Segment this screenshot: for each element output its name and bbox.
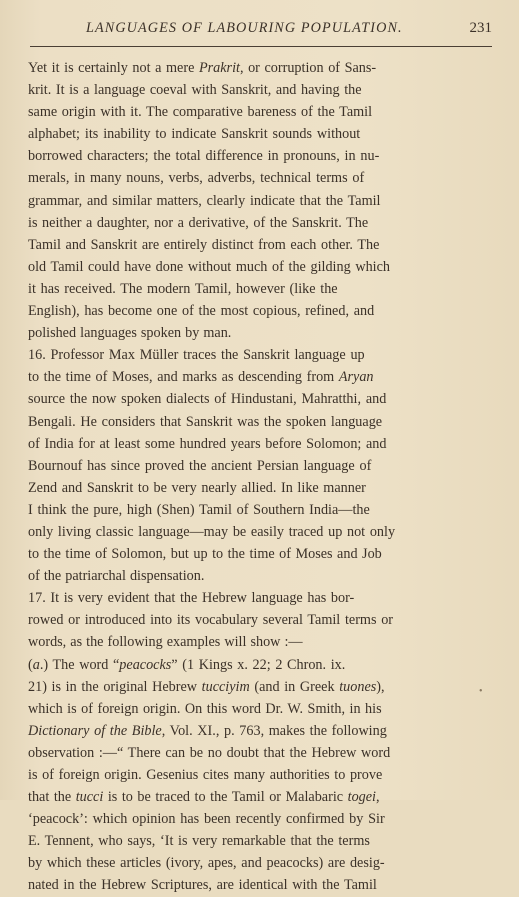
- text-run: Bengali. He considers that Sanskrit was the spoken language: [28, 413, 383, 430]
- running-head: [28, 20, 498, 42]
- text-run: source the now spoken dialects of Hindustani, Mahratthi, and: [28, 391, 387, 408]
- text-run: ,: [376, 789, 380, 806]
- text-line: [28, 123, 460, 145]
- text-run: 16. Professor Max Müller traces the Sanskrit language up: [28, 347, 365, 364]
- text-run: nated in the Hebrew Scriptures, are identical with the Tamil: [28, 877, 377, 894]
- text-run: is neither a daughter, nor a derivative, of the Sanskrit. The: [28, 214, 369, 231]
- text-run: rowed or introduced into its vocabulary several Tamil terms or: [28, 612, 394, 629]
- text-line: [28, 874, 460, 896]
- text-line: [28, 543, 460, 565]
- text-line: [28, 300, 460, 322]
- text-run: Zend and Sanskrit to be very nearly allied. In like manner: [28, 479, 366, 496]
- text-line: [28, 720, 460, 742]
- italic-text: tucci: [75, 789, 104, 806]
- text-line: [28, 455, 460, 477]
- italic-text: Prakrit: [198, 60, 240, 76]
- margin-mark: •: [479, 686, 483, 697]
- text-run: which is of foreign origin. On this word Dr. W. Smith, in his: [28, 700, 382, 717]
- text-run: words, as the following examples will show :—: [28, 634, 303, 651]
- italic-text: peacocks: [119, 656, 172, 673]
- text-run: krit. It is a language coeval with Sanskrit, and having the: [28, 82, 362, 99]
- text-line: [28, 852, 460, 874]
- text-run: I think the pure, high (Shen) Tamil of Southern India—the: [28, 501, 370, 518]
- text-line: [28, 433, 460, 455]
- text-run: Bournouf has since proved the ancient Persian language of: [28, 457, 372, 474]
- text-run: ‘peacock’: which opinion has been recently confirmed by Sir: [28, 811, 385, 828]
- text-line: [28, 212, 460, 234]
- text-line: [28, 344, 460, 366]
- text-run: to the time of Solomon, but up to the time of Moses and Job: [28, 546, 382, 563]
- italic-text: tuones: [339, 678, 377, 695]
- text-line: [28, 742, 460, 764]
- text-line: [28, 654, 460, 676]
- text-run: it has received. The modern Tamil, however (like the: [28, 280, 338, 297]
- text-line: [28, 676, 460, 698]
- italic-text: togei: [347, 789, 376, 806]
- italic-text: tucciyim: [201, 678, 250, 695]
- text-run: merals, in many nouns, verbs, adverbs, technical terms of: [28, 170, 365, 187]
- text-line: [28, 145, 460, 167]
- text-run: that the: [28, 789, 76, 806]
- text-run: by which these articles (ivory, apes, and peacocks) are desig-: [28, 855, 385, 872]
- text-line: [28, 808, 460, 830]
- text-line: [28, 57, 460, 79]
- text-line: [28, 609, 460, 631]
- page-number: 231: [469, 20, 492, 36]
- text-run: 17. It is very evident that the Hebrew language has bor-: [28, 590, 355, 607]
- running-head-title: LANGUAGES OF LABOURING POPULATION.: [86, 20, 403, 36]
- text-run: is of foreign origin. Gesenius cites many authorities to prove: [28, 767, 383, 783]
- text-run: , or corruption of Sans-: [239, 60, 377, 76]
- text-run: E. Tennent, who says, ‘It is very remarkable that the terms: [28, 833, 370, 850]
- text-run: to the time of Moses, and marks as descending from: [28, 369, 339, 386]
- text-line: [28, 190, 460, 212]
- text-run: of India for at least some hundred years before Solomon; and: [28, 435, 387, 452]
- text-run: (: [28, 656, 33, 673]
- text-line: [28, 499, 460, 521]
- text-line: [28, 234, 460, 256]
- italic-text: a: [32, 656, 40, 673]
- text-run: of the patriarchal dispensation.: [28, 568, 205, 585]
- text-line: [28, 631, 460, 653]
- text-line: [28, 101, 460, 123]
- text-run: observation :—“ There can be no doubt that the Hebrew word: [28, 744, 391, 761]
- text-line: [28, 565, 460, 587]
- header-rule: [30, 46, 492, 47]
- text-line: [28, 521, 460, 543]
- text-line: [28, 366, 460, 388]
- text-line: [28, 764, 460, 786]
- body-text: [28, 57, 460, 897]
- text-run: is to be traced to the Tamil or Malabaric: [103, 789, 348, 806]
- text-line: [28, 786, 460, 808]
- text-run: , Vol. XI., p. 763, makes the following: [161, 722, 387, 739]
- text-run: ),: [376, 678, 385, 695]
- text-run: Yet it is certainly not a mere: [28, 60, 199, 76]
- text-line: [28, 587, 460, 609]
- text-run: polished languages spoken by man.: [28, 325, 232, 342]
- text-run: English), has become one of the most copious, refined, and: [28, 303, 375, 320]
- text-run: 21) is in the original Hebrew: [28, 678, 202, 695]
- text-line: [28, 79, 460, 101]
- italic-text: Aryan: [338, 369, 374, 386]
- text-line: [28, 698, 460, 720]
- text-run: Tamil and Sanskrit are entirely distinct from each other. The: [28, 236, 380, 253]
- text-run: borrowed characters; the total difference in pronouns, in nu-: [28, 148, 380, 165]
- text-run: grammar, and similar matters, clearly indicate that the Tamil: [28, 192, 381, 209]
- text-run: .) The word “: [39, 656, 120, 673]
- italic-text: Dictionary of the Bible: [28, 722, 162, 739]
- text-run: old Tamil could have done without much of the gilding which: [28, 258, 391, 275]
- text-line: [28, 278, 460, 300]
- text-line: [28, 388, 460, 410]
- text-line: [28, 167, 460, 189]
- text-line: [28, 322, 460, 344]
- text-line: [28, 256, 460, 278]
- text-run: (and in Greek: [249, 678, 340, 695]
- text-line: [28, 830, 460, 852]
- text-line: [28, 477, 460, 499]
- text-run: ” (1 Kings x. 22; 2 Chron. ix.: [171, 656, 346, 673]
- text-run: alphabet; its inability to indicate Sanskrit sounds without: [28, 126, 361, 143]
- text-line: [28, 411, 460, 433]
- text-run: same origin with it. The comparative bareness of the Tamil: [28, 104, 373, 121]
- text-run: only living classic language—may be easily traced up not only: [28, 523, 396, 540]
